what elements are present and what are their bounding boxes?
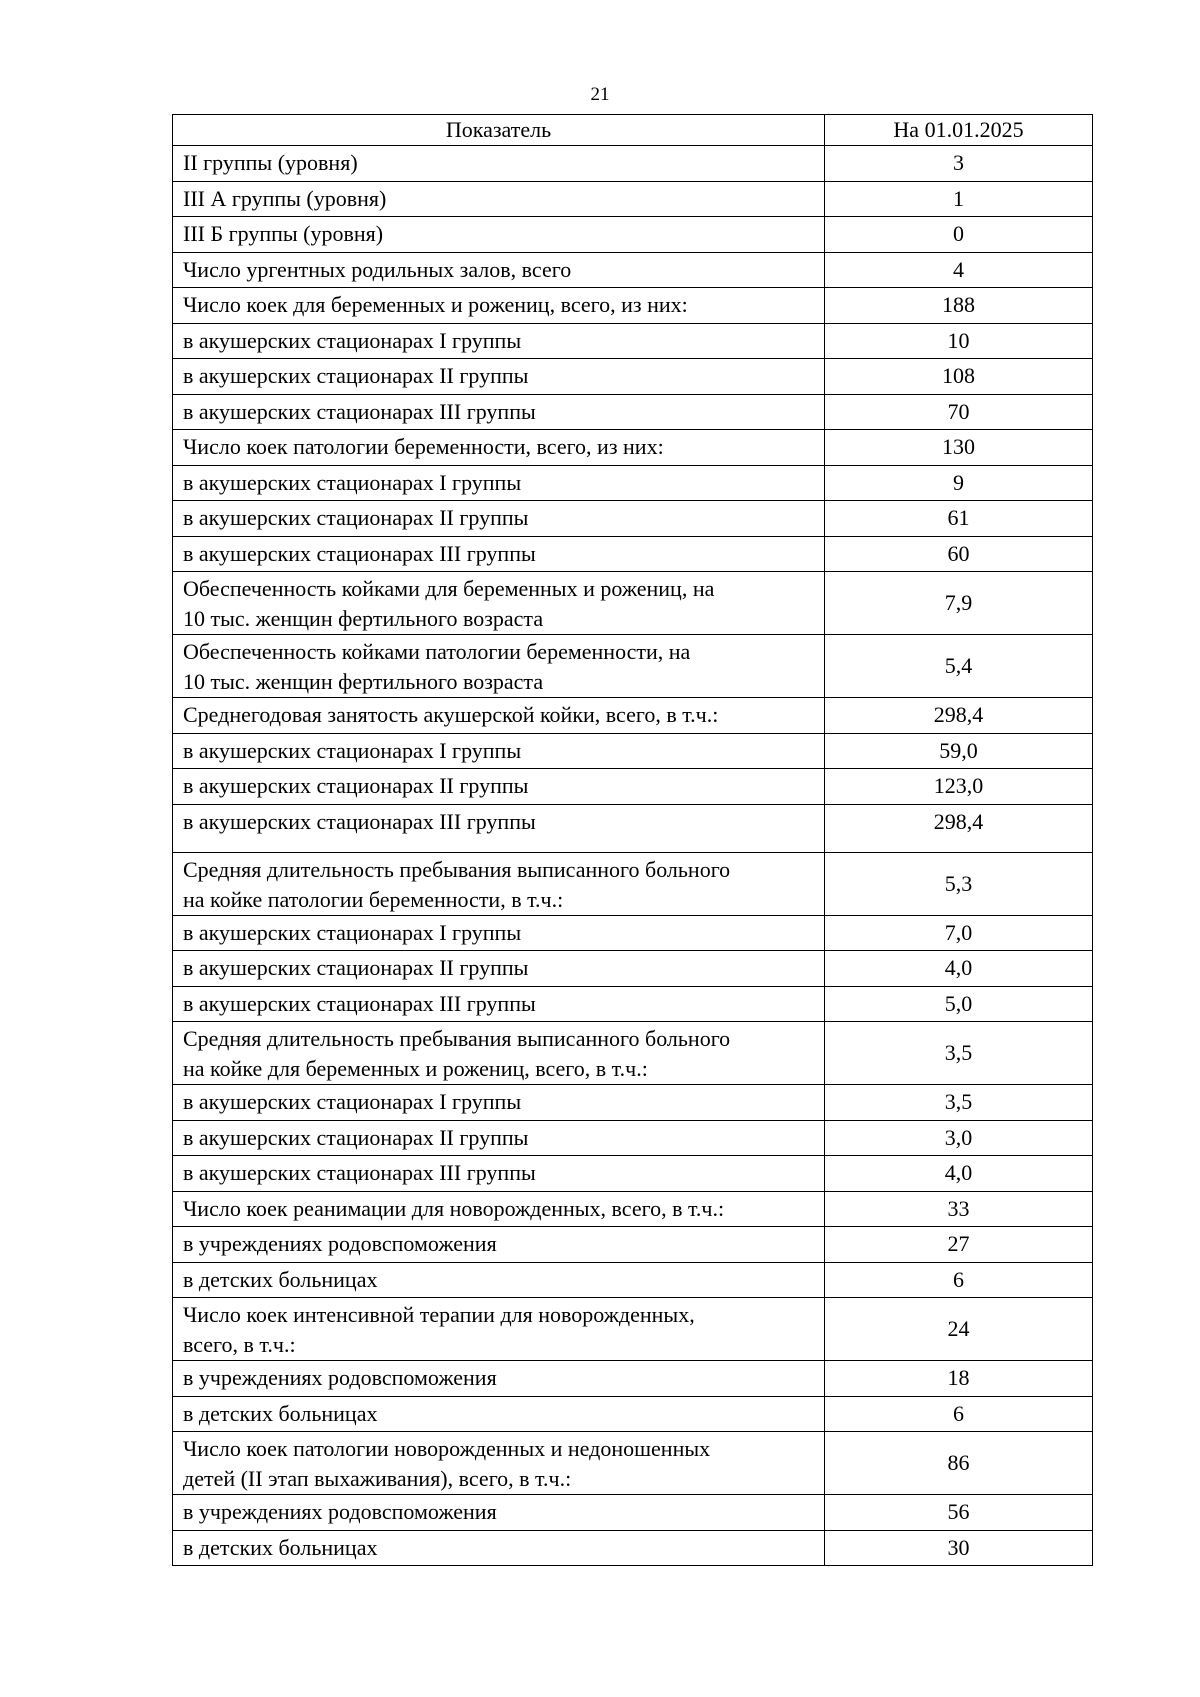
value-cell: 6 [825,1396,1093,1432]
value-cell: 59,0 [825,733,1093,769]
indicator-line: 10 тыс. женщин фертильного возраста [183,669,544,694]
indicator-cell [173,1432,825,1495]
table-row [173,1432,1093,1495]
value-cell: 86 [825,1432,1093,1495]
table-row [173,430,1093,466]
value-cell: 70 [825,394,1093,430]
value-cell: 4,0 [825,1156,1093,1192]
value-cell: 33 [825,1191,1093,1227]
value-cell: 3,0 [825,1120,1093,1156]
table-row [173,1022,1093,1085]
indicator-cell: Число ургентных родильных залов, всего [173,252,825,288]
indicator-cell: в акушерских стационарах III группы [173,1156,825,1192]
table-row [173,1361,1093,1397]
indicator-line: на койке патологии беременности, в т.ч.: [183,886,564,912]
indicator-cell: в учреждениях родовспоможения [173,1227,825,1263]
value-cell: 61 [825,501,1093,537]
value-cell: 0 [825,217,1093,253]
value-cell: 9 [825,465,1093,501]
table-row [173,359,1093,395]
indicator-cell: в акушерских стационарах I группы [173,323,825,359]
value-cell: 4 [825,252,1093,288]
column-header-value: На 01.01.2025 [825,115,1093,146]
table-row [173,1396,1093,1432]
table-row [173,501,1093,537]
table-row [173,288,1093,324]
indicator-cell [173,1298,825,1361]
indicator-cell: Число коек патологии беременности, всего, из них: [173,430,825,466]
table-row [173,394,1093,430]
indicator-cell: в акушерских стационарах I группы [173,465,825,501]
table-row [173,733,1093,769]
indicator-line: Средняя длительность пребывания выписанного больного [183,856,731,882]
indicator-cell: в акушерских стационарах II группы [173,501,825,537]
table-row [173,635,1093,698]
indicator-cell: Число коек для беременных и рожениц, всего, из них: [173,288,825,324]
value-cell: 298,4 [825,804,1093,852]
table-row [173,951,1093,987]
indicator-cell: в акушерских стационарах I группы [173,915,825,951]
value-cell: 3 [825,146,1093,182]
value-cell: 7,9 [825,572,1093,635]
value-cell: 24 [825,1298,1093,1361]
indicator-cell: в детских больницах [173,1530,825,1566]
value-cell: 130 [825,430,1093,466]
value-cell: 188 [825,288,1093,324]
indicator-cell [173,635,825,698]
indicator-cell: в акушерских стационарах II группы [173,951,825,987]
table-row [173,769,1093,805]
value-cell: 6 [825,1262,1093,1298]
value-cell: 123,0 [825,769,1093,805]
value-cell: 5,0 [825,986,1093,1022]
value-cell: 1 [825,181,1093,217]
page-number: 21 [590,84,610,105]
indicator-line: Обеспеченность койками патологии беременности, на [183,639,691,664]
value-cell: 108 [825,359,1093,395]
table-row [173,1120,1093,1156]
table-row [173,146,1093,182]
table-row [173,1298,1093,1361]
table-row [173,252,1093,288]
value-cell: 5,3 [825,852,1093,915]
value-cell: 3,5 [825,1022,1093,1085]
table-row [173,986,1093,1022]
indicators-table [172,114,1093,1566]
indicator-cell: в акушерских стационарах III группы [173,986,825,1022]
table-row [173,323,1093,359]
indicator-cell: в акушерских стационарах III группы [173,536,825,572]
indicator-cell: в учреждениях родовспоможения [173,1361,825,1397]
table-row [173,1530,1093,1566]
table-row [173,698,1093,734]
indicator-line: Средняя длительность пребывания выписанного больного [183,1026,731,1051]
indicator-cell: в детских больницах [173,1396,825,1432]
indicator-cell: в учреждениях родовспоможения [173,1495,825,1531]
table-row [173,1156,1093,1192]
table-row [173,1495,1093,1531]
value-cell: 10 [825,323,1093,359]
value-cell: 7,0 [825,915,1093,951]
table-row [173,572,1093,635]
indicator-cell: в акушерских стационарах I группы [173,733,825,769]
indicator-line: детей (II этап выхаживания), всего, в т.ч.: [183,1466,572,1491]
value-cell: 56 [825,1495,1093,1531]
value-cell: 60 [825,536,1093,572]
indicator-line: Обеспеченность койками для беременных и рожениц, на [183,576,715,601]
indicator-cell [173,572,825,635]
value-cell: 18 [825,1361,1093,1397]
table-row [173,1085,1093,1121]
indicator-cell: в акушерских стационарах II группы [173,359,825,395]
indicator-cell: в акушерских стационарах III группы [173,804,825,852]
indicator-cell: в акушерских стационарах II группы [173,1120,825,1156]
table-row [173,852,1093,915]
table-row [173,1227,1093,1263]
table-row [173,536,1093,572]
indicator-line: 10 тыс. женщин фертильного возраста [183,606,544,631]
value-cell: 27 [825,1227,1093,1263]
indicator-cell: Число коек реанимации для новорожденных, всего, в т.ч.: [173,1191,825,1227]
table-header-row [173,115,1093,146]
indicator-cell: III А группы (уровня) [173,181,825,217]
indicator-cell: II группы (уровня) [173,146,825,182]
indicator-line: Число коек интенсивной терапии для новорожденных, [183,1302,695,1327]
value-cell: 4,0 [825,951,1093,987]
table-row [173,465,1093,501]
table-row [173,1191,1093,1227]
value-cell: 5,4 [825,635,1093,698]
indicator-line: Число коек патологии новорожденных и недоношенных [183,1436,711,1461]
indicator-cell: в акушерских стационарах III группы [173,394,825,430]
indicator-cell: III Б группы (уровня) [173,217,825,253]
indicator-cell [173,1022,825,1085]
table-row [173,915,1093,951]
indicator-line: на койке для беременных и рожениц, всего, в т.ч.: [183,1056,648,1081]
value-cell: 3,5 [825,1085,1093,1121]
indicator-cell: в акушерских стационарах I группы [173,1085,825,1121]
indicator-cell: в детских больницах [173,1262,825,1298]
value-cell: 30 [825,1530,1093,1566]
table-row [173,181,1093,217]
value-cell: 298,4 [825,698,1093,734]
table-row [173,217,1093,253]
table-row [173,1262,1093,1298]
indicator-line: всего, в т.ч.: [183,1332,296,1357]
table-row [173,804,1093,852]
indicator-cell [173,852,825,915]
indicator-cell: Среднегодовая занятость акушерской койки, всего, в т.ч.: [173,698,825,734]
column-header-indicator: Показатель [173,115,825,146]
indicator-cell: в акушерских стационарах II группы [173,769,825,805]
